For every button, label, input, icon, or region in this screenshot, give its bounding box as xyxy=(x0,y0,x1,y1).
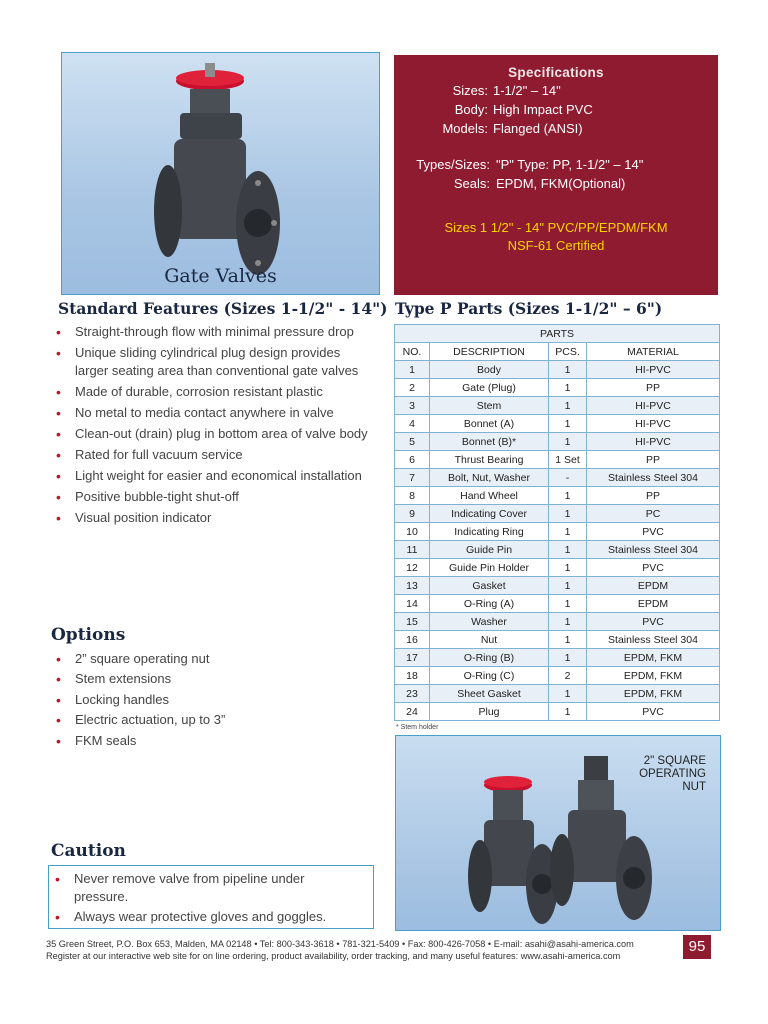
table-cell: Guide Pin Holder xyxy=(430,559,549,577)
table-row xyxy=(395,397,720,415)
table-cell: PP xyxy=(587,487,720,505)
table-cell: EPDM, FKM xyxy=(587,649,720,667)
table-cell: Indicating Ring xyxy=(430,523,549,541)
table-cell: O-Ring (C) xyxy=(430,667,549,685)
table-cell: 1 Set xyxy=(549,451,587,469)
table-cell: 15 xyxy=(395,613,430,631)
list-item: • Visual position indicator xyxy=(53,509,373,527)
spec-label: Seals: xyxy=(453,176,490,191)
list-item: • Locking handles xyxy=(53,691,373,709)
table-cell: 4 xyxy=(395,415,430,433)
parts-table xyxy=(394,324,720,721)
table-cell: - xyxy=(549,469,587,487)
table-cell: Stem xyxy=(430,397,549,415)
table-cell: 2 xyxy=(549,667,587,685)
table-cell: EPDM xyxy=(587,577,720,595)
spec-label: Types/Sizes: xyxy=(416,157,490,172)
table-cell: 24 xyxy=(395,703,430,721)
standard-features-list xyxy=(53,323,373,530)
table-cell: 1 xyxy=(549,433,587,451)
photo-caption: Gate Valves xyxy=(164,265,277,287)
table-row xyxy=(395,469,720,487)
table-cell: PVC xyxy=(587,613,720,631)
standard-features-heading: Standard Features (Sizes 1-1/2" - 14") xyxy=(58,299,388,318)
table-row xyxy=(395,685,720,703)
spec-value: Flanged (ANSI) xyxy=(493,121,583,136)
list-item: • Clean-out (drain) plug in bottom area of valve body xyxy=(53,425,373,443)
table-cell: Stainless Steel 304 xyxy=(587,469,720,487)
table-cell: EPDM, FKM xyxy=(587,685,720,703)
table-cell: EPDM, FKM xyxy=(587,667,720,685)
valves-with-operating-nut-photo xyxy=(395,735,721,931)
table-cell: 14 xyxy=(395,595,430,613)
table-cell: PVC xyxy=(587,703,720,721)
list-item: • Made of durable, corrosion resistant plastic xyxy=(53,383,373,401)
table-cell: 16 xyxy=(395,631,430,649)
table-cell: 10 xyxy=(395,523,430,541)
table-cell: Plug xyxy=(430,703,549,721)
table-cell: 1 xyxy=(549,379,587,397)
table-cell: 1 xyxy=(549,523,587,541)
caution-heading: Caution xyxy=(51,841,126,861)
table-cell: 1 xyxy=(549,361,587,379)
gate-valve-illustration xyxy=(62,53,379,294)
list-item: • Positive bubble-tight shut-off xyxy=(53,488,373,506)
table-cell: HI-PVC xyxy=(587,415,720,433)
table-row xyxy=(395,379,720,397)
table-cell: 23 xyxy=(395,685,430,703)
table-cell: 8 xyxy=(395,487,430,505)
table-cell: Indicating Cover xyxy=(430,505,549,523)
table-cell: Stainless Steel 304 xyxy=(587,631,720,649)
table-cell: 11 xyxy=(395,541,430,559)
table-cell: 1 xyxy=(549,541,587,559)
list-item: • FKM seals xyxy=(53,732,373,750)
table-cell: Body xyxy=(430,361,549,379)
table-cell: 6 xyxy=(395,451,430,469)
table-cell: 1 xyxy=(549,703,587,721)
spec-value: High Impact PVC xyxy=(493,102,593,117)
specifications-box xyxy=(394,55,718,295)
table-cell: O-Ring (B) xyxy=(430,649,549,667)
table-cell: 1 xyxy=(549,559,587,577)
table-cell: Sheet Gasket xyxy=(430,685,549,703)
table-row xyxy=(395,433,720,451)
spec-value: EPDM, FKM(Optional) xyxy=(496,176,626,191)
table-cell: PVC xyxy=(587,559,720,577)
table-cell: O-Ring (A) xyxy=(430,595,549,613)
table-cell: PP xyxy=(587,379,720,397)
table-row xyxy=(395,703,720,721)
list-item: • Never remove valve from pipeline under pressure. xyxy=(52,870,362,906)
gate-valve-photo xyxy=(61,52,380,295)
column-header: DESCRIPTION xyxy=(430,343,549,361)
column-header: PCS. xyxy=(549,343,587,361)
column-header: MATERIAL xyxy=(587,343,720,361)
table-cell: 18 xyxy=(395,667,430,685)
table-cell: Thrust Bearing xyxy=(430,451,549,469)
table-cell: PVC xyxy=(587,523,720,541)
table-cell: 3 xyxy=(395,397,430,415)
table-row xyxy=(395,415,720,433)
list-item: • Electric actuation, up to 3” xyxy=(53,711,373,729)
table-cell: 1 xyxy=(549,613,587,631)
list-item: • 2” square operating nut xyxy=(53,650,373,668)
table-cell: Bonnet (B)* xyxy=(430,433,549,451)
table-cell: HI-PVC xyxy=(587,433,720,451)
parts-heading: Type P Parts (Sizes 1-1/2" – 6") xyxy=(395,299,663,318)
table-cell: Guide Pin xyxy=(430,541,549,559)
table-cell: 2 xyxy=(395,379,430,397)
footer-address: 35 Green Street, P.O. Box 653, Malden, MA 02148 • Tel: 800-343-3618 • 781-321-5409 • Fax: 800-426-7058 • E-mail: asahi@asahi-america.com xyxy=(46,939,634,949)
table-cell: 1 xyxy=(549,631,587,649)
table-caption: PARTS xyxy=(395,325,720,343)
list-item: • Straight-through flow with minimal pressure drop xyxy=(53,323,373,341)
table-cell: Gasket xyxy=(430,577,549,595)
list-item: • Unique sliding cylindrical plug design provides larger seating area than conventional gate valves xyxy=(53,344,373,380)
table-row xyxy=(395,505,720,523)
table-cell: 1 xyxy=(395,361,430,379)
table-header-row xyxy=(395,343,720,361)
spec-label: Body: xyxy=(454,102,488,117)
table-cell: 1 xyxy=(549,649,587,667)
operating-nut-label xyxy=(639,755,706,794)
options-heading: Options xyxy=(51,625,126,645)
table-row xyxy=(395,577,720,595)
caution-list xyxy=(52,870,362,928)
table-cell: HI-PVC xyxy=(587,397,720,415)
table-row xyxy=(395,487,720,505)
table-row xyxy=(395,595,720,613)
table-cell: 12 xyxy=(395,559,430,577)
table-cell: Nut xyxy=(430,631,549,649)
table-cell: Stainless Steel 304 xyxy=(587,541,720,559)
table-cell: 1 xyxy=(549,415,587,433)
table-cell: Gate (Plug) xyxy=(430,379,549,397)
table-row xyxy=(395,541,720,559)
table-cell: 1 xyxy=(549,487,587,505)
table-cell: EPDM xyxy=(587,595,720,613)
table-row xyxy=(395,523,720,541)
spec-value: 1-1/2" – 14" xyxy=(493,83,561,98)
spec-value: "P" Type: PP, 1-1/2" – 14" xyxy=(496,157,644,172)
options-list xyxy=(53,650,373,752)
table-row xyxy=(395,451,720,469)
table-cell: 17 xyxy=(395,649,430,667)
table-row xyxy=(395,361,720,379)
column-header: NO. xyxy=(395,343,430,361)
footer xyxy=(46,939,634,962)
table-cell: 1 xyxy=(549,685,587,703)
table-cell: 1 xyxy=(549,505,587,523)
list-item: • Stem extensions xyxy=(53,670,373,688)
page-number: 95 xyxy=(683,935,711,959)
certification-line: NSF-61 Certified xyxy=(507,238,605,253)
certification-line: Sizes 1 1/2" - 14" PVC/PP/EPDM/FKM xyxy=(444,220,668,235)
list-item: • No metal to media contact anywhere in valve xyxy=(53,404,373,422)
table-cell: Bonnet (A) xyxy=(430,415,549,433)
footer-website: Register at our interactive web site for on line ordering, product availability, order tracking, and many useful features: www.asahi-america.com xyxy=(46,950,621,961)
table-cell: 1 xyxy=(549,397,587,415)
table-row xyxy=(395,667,720,685)
table-row xyxy=(395,559,720,577)
table-cell: PP xyxy=(587,451,720,469)
table-row xyxy=(395,613,720,631)
caution-box xyxy=(48,865,374,929)
table-cell: 13 xyxy=(395,577,430,595)
table-footnote: * Stem holder xyxy=(396,724,439,731)
operating-nut-label-line: OPERATING xyxy=(639,768,706,780)
operating-nut-label-line: 2" SQUARE xyxy=(643,755,706,767)
table-cell: 5 xyxy=(395,433,430,451)
table-cell: Bolt, Nut, Washer xyxy=(430,469,549,487)
operating-nut-label-line: NUT xyxy=(682,781,706,793)
list-item: • Light weight for easier and economical installation xyxy=(53,467,373,485)
table-row xyxy=(395,649,720,667)
table-caption-row xyxy=(395,325,720,343)
spec-label: Sizes: xyxy=(452,83,488,98)
table-cell: 7 xyxy=(395,469,430,487)
table-cell: Hand Wheel xyxy=(430,487,549,505)
table-cell: 9 xyxy=(395,505,430,523)
spec-label: Models: xyxy=(442,121,488,136)
table-cell: 1 xyxy=(549,577,587,595)
specifications-title: Specifications xyxy=(508,65,604,80)
table-cell: Washer xyxy=(430,613,549,631)
list-item: • Rated for full vacuum service xyxy=(53,446,373,464)
list-item: • Always wear protective gloves and goggles. xyxy=(52,908,362,926)
table-cell: HI-PVC xyxy=(587,361,720,379)
table-cell: PC xyxy=(587,505,720,523)
table-row xyxy=(395,631,720,649)
table-cell: 1 xyxy=(549,595,587,613)
